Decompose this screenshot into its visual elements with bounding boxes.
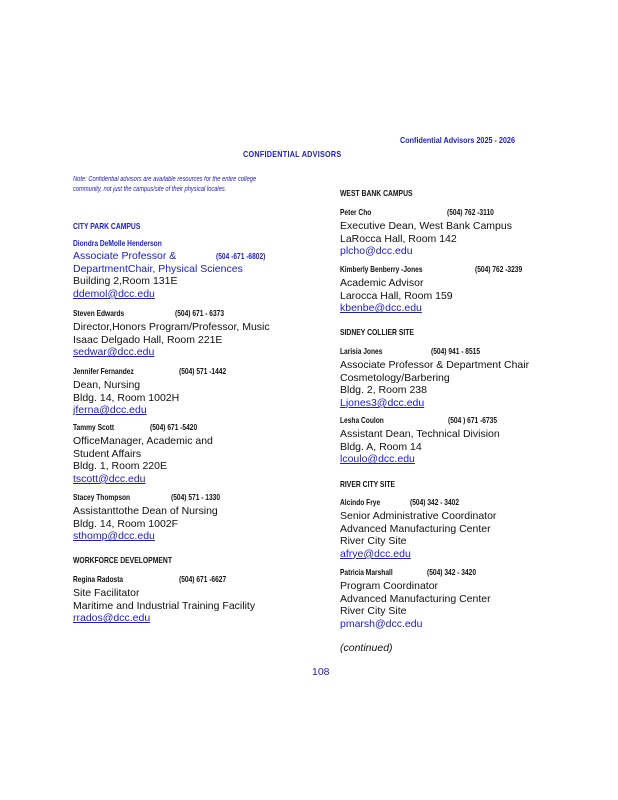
advisor-entry — [73, 574, 313, 625]
advisor-phone: (504) 671 -6627 — [179, 574, 227, 584]
advisor-entry — [73, 238, 313, 300]
advisor-title: Program Coordinator — [340, 580, 439, 592]
advisor-phone: (504) 671 -5420 — [150, 422, 198, 432]
page-number: 108 — [312, 666, 330, 678]
advisor-location: Bldg. 14, Room 1002F — [73, 517, 179, 530]
advisor-name: Stacey Thompson — [73, 492, 131, 502]
advisor-name: Alcindo Frye — [340, 497, 381, 507]
advisor-title: Student Affairs — [73, 447, 142, 460]
section-heading-workforce: WORKFORCE DEVELOPMENT — [73, 555, 172, 565]
advisor-title: Site Facilitator — [73, 587, 140, 599]
section-heading-sidney-collier: SIDNEY COLLIER SITE — [340, 327, 414, 337]
advisor-location: Larocca Hall, Room 159 — [340, 289, 453, 302]
advisor-title: Associate Professor & Department Chair — [340, 359, 530, 371]
note-text: Note: Confidential advisors are available resources for the entire college community, not just the campus/site of their physical locales. — [73, 176, 257, 193]
advisor-phone: (504) 762 -3110 — [447, 207, 494, 217]
advisor-name: Jennifer Fernandez — [73, 366, 134, 376]
section-heading-west-bank: WEST BANK CAMPUS — [340, 188, 413, 198]
advisor-title: Assistanttothe Dean of Nursing — [73, 505, 218, 517]
advisor-phone: (504 ) 671 -6735 — [448, 415, 498, 425]
continued-label: (continued) — [340, 642, 393, 654]
advisor-name: Regina Radosta — [73, 574, 124, 584]
advisor-name: Tammy Scott — [73, 422, 115, 432]
advisor-name: Steven Edwards — [73, 308, 125, 318]
advisor-title: Senior Administrative Coordinator — [340, 510, 497, 522]
advisor-title: OfficeManager, Academic and — [73, 435, 213, 447]
advisor-phone: (504) 342 - 3402 — [410, 497, 460, 507]
advisor-entry — [340, 264, 580, 315]
advisor-entry — [73, 492, 313, 543]
advisor-email-link[interactable]: rrados@dcc.edu — [73, 612, 151, 625]
advisor-name: Patricia Marshall — [340, 567, 393, 577]
advisor-email-link[interactable]: pmarsh@dcc.edu — [340, 617, 423, 630]
advisor-title: Executive Dean, West Bank Campus — [340, 220, 512, 232]
advisor-phone: (504) 571 -1442 — [179, 366, 227, 376]
advisor-entry — [73, 308, 313, 359]
advisor-email-link[interactable]: plcho@dcc.edu — [340, 245, 413, 258]
advisor-title: Dean, Nursing — [73, 379, 141, 391]
advisor-phone: (504) 571 - 1330 — [171, 492, 221, 502]
advisor-location: Building 2,Room 131E — [73, 275, 178, 288]
advisor-title: Associate Professor & — [73, 250, 177, 262]
advisor-title: DepartmentChair, Physical Sciences — [73, 262, 243, 275]
advisor-phone: (504) 762 -3239 — [475, 264, 523, 274]
advisor-email-link[interactable]: kbenbe@dcc.edu — [340, 302, 422, 315]
advisor-title: Cosmetology/Barbering — [340, 371, 450, 384]
advisor-location: Advanced Manufacturing Center — [340, 522, 491, 535]
advisor-entry — [73, 422, 313, 485]
advisor-entry — [340, 567, 580, 630]
advisor-email-link[interactable]: sedwar@dcc.edu — [73, 346, 155, 359]
advisor-location: River City Site — [340, 535, 407, 548]
advisor-location: LaRocca Hall, Room 142 — [340, 232, 457, 245]
advisor-name: Kimberly Benberry -Jones — [340, 264, 423, 274]
advisor-email-link[interactable]: jferna@dcc.edu — [73, 404, 147, 417]
advisor-name: Diondra DeMolle Henderson — [73, 238, 162, 248]
advisor-entry — [340, 415, 580, 466]
advisor-location: Bldg. A, Room 14 — [340, 440, 422, 453]
advisor-phone: (504) 342 - 3420 — [427, 567, 477, 577]
advisor-entry — [340, 497, 580, 560]
advisor-email-link[interactable]: Ljones3@dcc.edu — [340, 396, 425, 409]
advisor-phone: (504) 941 - 8515 — [431, 346, 481, 356]
advisor-email-link[interactable]: sthomp@dcc.edu — [73, 530, 155, 543]
section-title: CONFIDENTIAL ADVISORS — [243, 149, 342, 159]
running-header: Confidential Advisors 2025 - 2026 — [400, 135, 515, 145]
advisor-location: Maritime and Industrial Training Facility — [73, 599, 256, 612]
advisor-location: River City Site — [340, 605, 407, 618]
advisor-location: Bldg. 2, Room 238 — [340, 384, 427, 397]
advisor-title: Academic Advisor — [340, 277, 424, 289]
advisor-location: Bldg. 14, Room 1002H — [73, 391, 180, 404]
advisor-title: Director,Honors Program/Professor, Music — [73, 321, 270, 333]
advisor-name: Lesha Coulon — [340, 415, 384, 425]
advisor-name: Larisia Jones — [340, 346, 383, 356]
advisor-email-link[interactable]: afrye@dcc.edu — [340, 547, 411, 560]
advisor-email-link[interactable]: tscott@dcc.edu — [73, 472, 146, 485]
section-heading-river-city: RIVER CITY SITE — [340, 479, 396, 489]
advisor-entry — [73, 366, 313, 417]
section-heading-city-park: CITY PARK CAMPUS — [73, 221, 141, 231]
advisor-phone: (504) 671 - 6373 — [175, 308, 225, 318]
advisor-name: Peter Cho — [340, 207, 372, 217]
advisor-entry — [340, 207, 580, 258]
advisor-location: Isaac Delgado Hall, Room 221E — [73, 333, 223, 346]
advisor-email-link[interactable]: lcoulo@dcc.edu — [340, 453, 415, 466]
advisor-location: Advanced Manufacturing Center — [340, 592, 491, 605]
advisor-location: Bldg. 1, Room 220E — [73, 460, 167, 473]
advisor-entry — [340, 346, 580, 409]
advisor-email-link[interactable]: ddemol@dcc.edu — [73, 287, 155, 300]
advisor-title: Assistant Dean, Technical Division — [340, 428, 500, 440]
advisor-phone: (504 -671 -6802) — [216, 251, 266, 261]
